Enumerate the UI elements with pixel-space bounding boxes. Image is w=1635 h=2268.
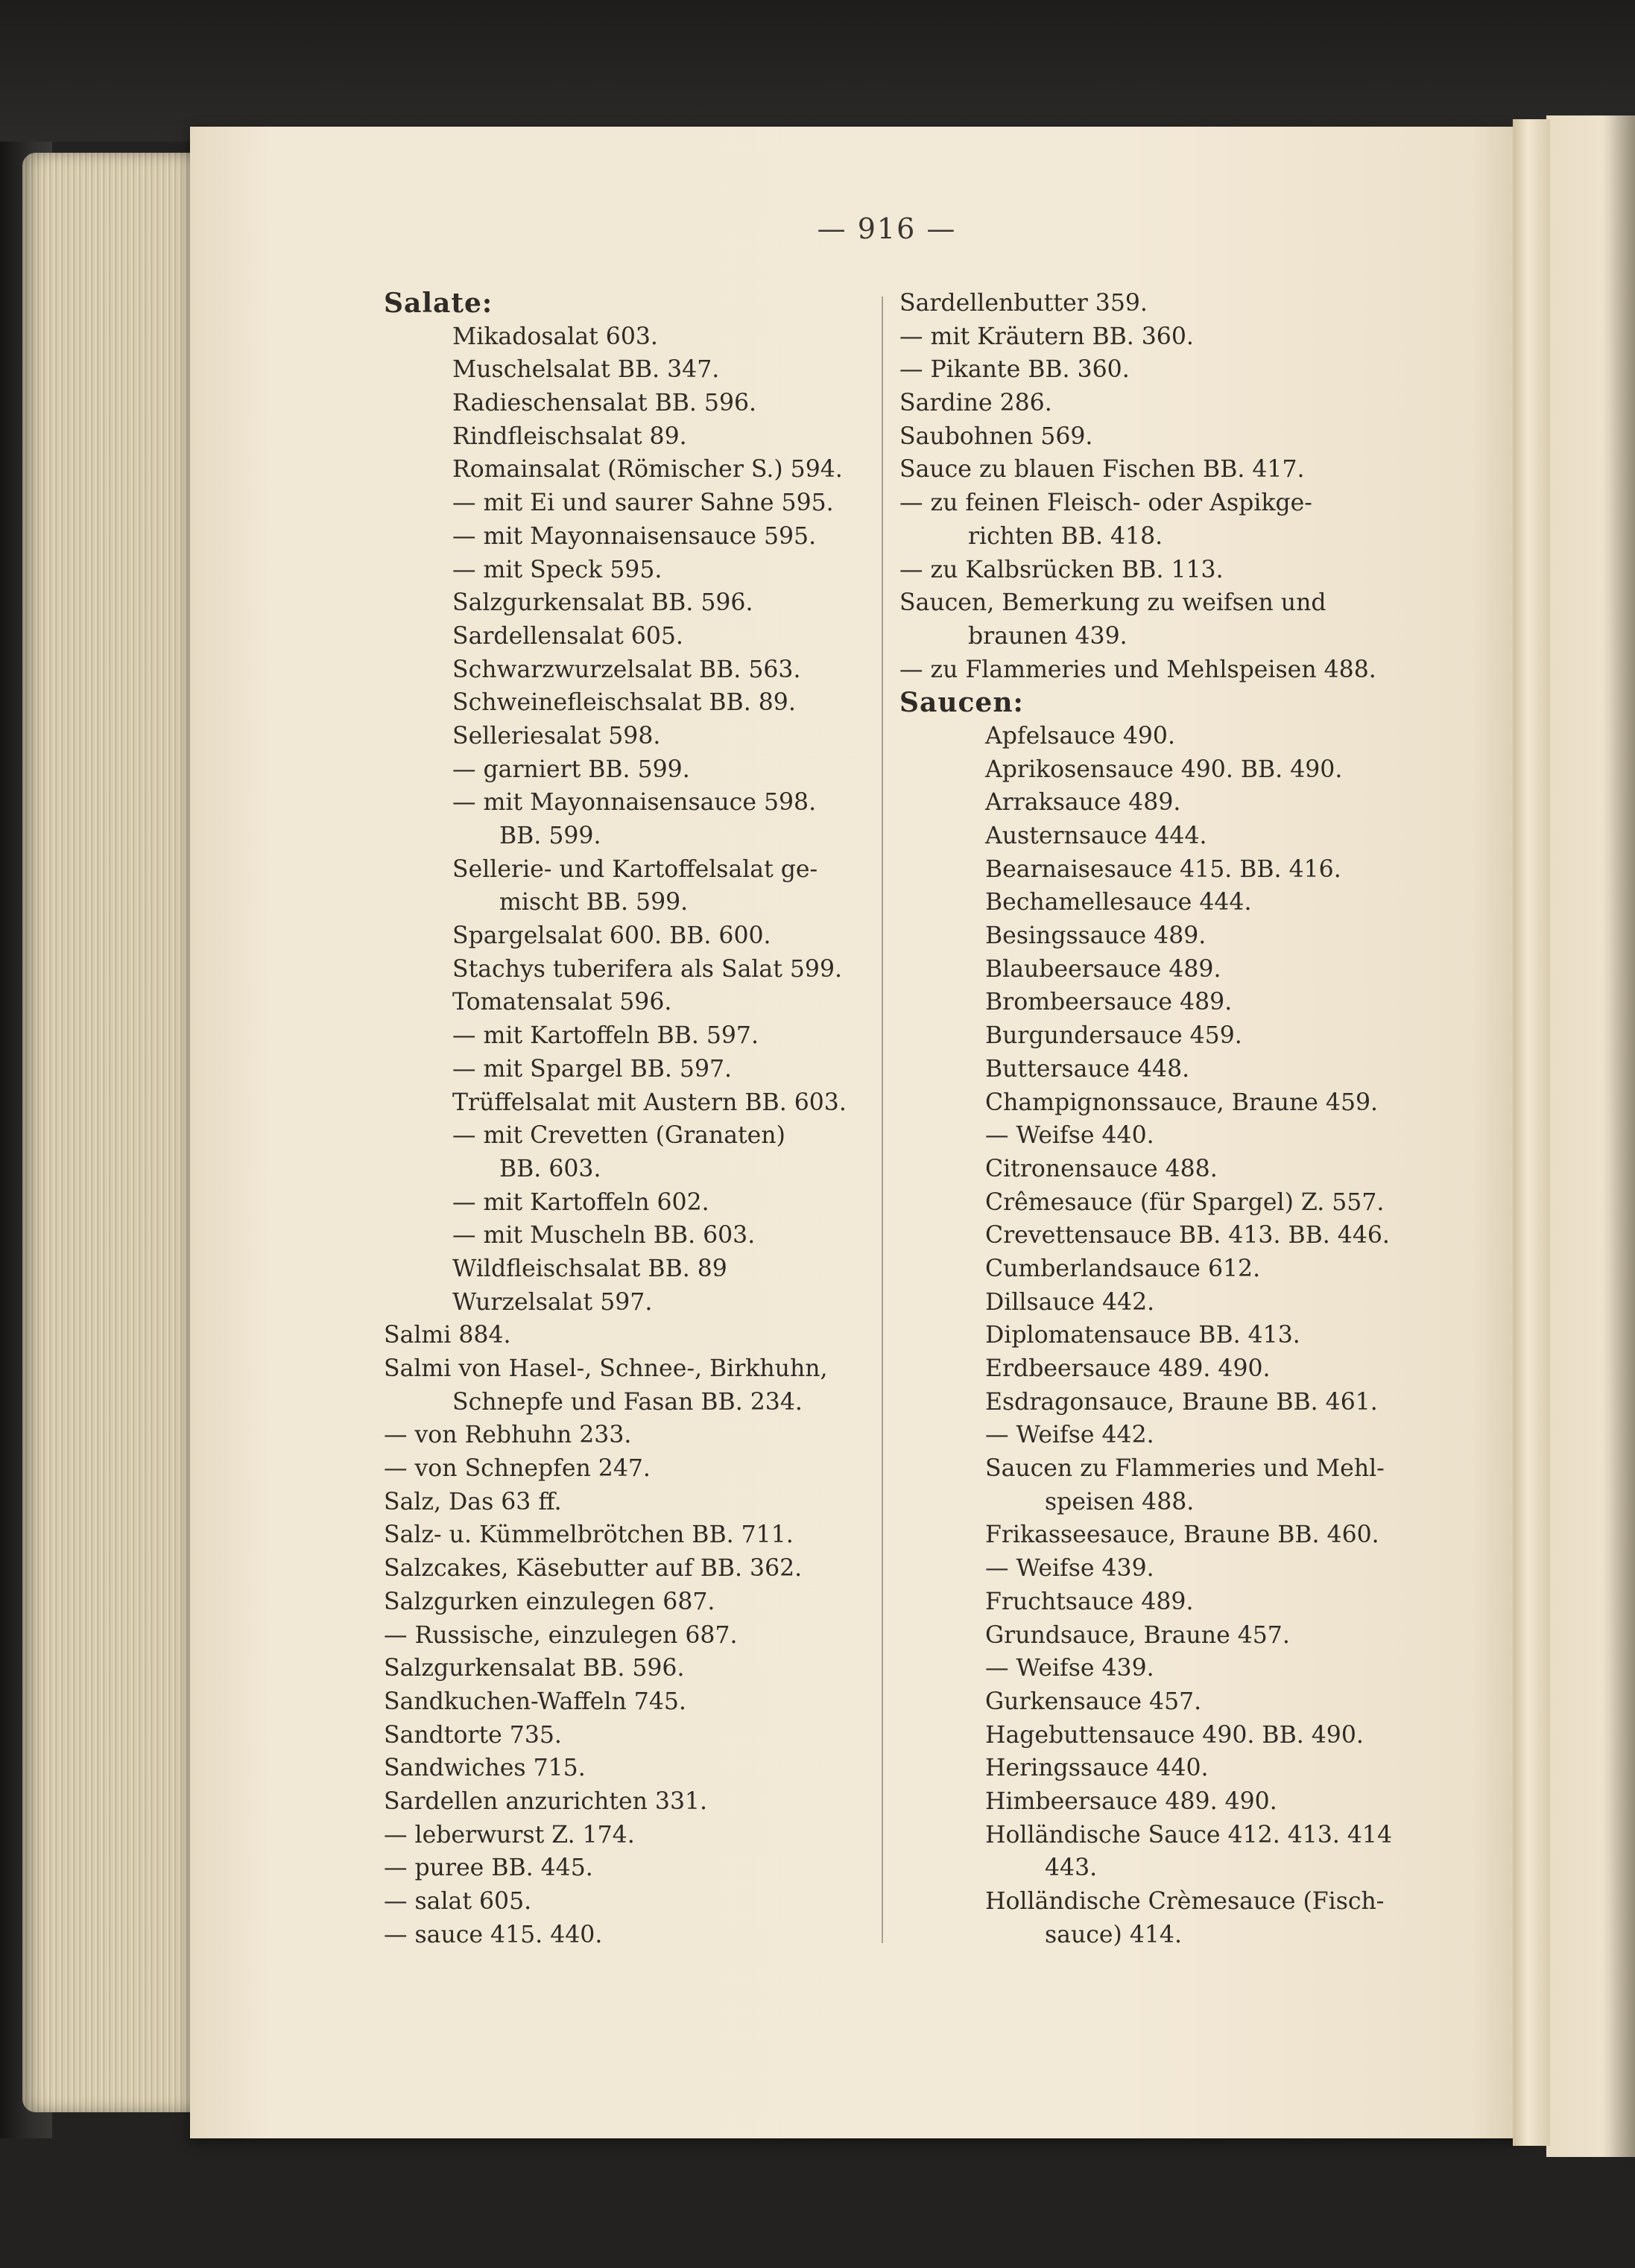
index-entry: Salzgurkensalat BB. 596.: [384, 1655, 685, 1682]
index-entry: Sardine 286.: [899, 390, 1052, 417]
index-entry: Arraksauce 489.: [985, 789, 1181, 817]
index-section-heading: Salate:: [384, 288, 493, 319]
index-entry: Holländische Crèmesauce (Fisch-: [985, 1888, 1385, 1915]
index-section-heading: Saucen:: [899, 687, 1024, 719]
index-entry: — mit Kartoffeln 602.: [452, 1188, 709, 1216]
backdrop: [0, 0, 1635, 142]
index-entry: Himbeersauce 489. 490.: [985, 1787, 1277, 1815]
index-entry: BB. 603.: [499, 1155, 601, 1182]
index-entry: Muschelsalat BB. 347.: [452, 356, 720, 384]
index-entry: Sardellenbutter 359.: [899, 290, 1148, 317]
index-entry: — mit Crevetten (Granaten): [452, 1122, 785, 1150]
index-entry: — von Rebhuhn 233.: [384, 1422, 632, 1449]
index-entry: Saubohnen 569.: [899, 422, 1093, 450]
index-entry: — leberwurst Z. 174.: [384, 1821, 635, 1849]
index-entry: — zu feinen Fleisch- oder Aspikge-: [899, 490, 1312, 517]
index-entry: Sandtorte 735.: [384, 1721, 562, 1749]
index-entry: Saucen zu Flammeries und Mehl-: [985, 1455, 1385, 1483]
index-entry: Saucen, Bemerkung zu weifsen und: [899, 589, 1326, 617]
page-stack-edge: [22, 153, 212, 2112]
index-entry: — mit Kräutern BB. 360.: [899, 323, 1194, 350]
index-entry: — zu Flammeries und Mehlspeisen 488.: [899, 656, 1376, 683]
index-entry: Hagebuttensauce 490. BB. 490.: [985, 1721, 1364, 1749]
index-entry: Besingssauce 489.: [985, 922, 1207, 950]
index-entry: Fruchtsauce 489.: [985, 1588, 1194, 1615]
index-entry: Sauce zu blauen Fischen BB. 417.: [899, 456, 1305, 484]
index-entry: — mit Spargel BB. 597.: [452, 1055, 733, 1083]
index-entry: Tomatensalat 596.: [452, 989, 672, 1016]
index-entry: Radieschensalat BB. 596.: [452, 390, 757, 417]
index-entry: mischt BB. 599.: [499, 889, 689, 916]
index-entry: Buttersauce 448.: [985, 1055, 1190, 1083]
index-entry: — puree BB. 445.: [384, 1854, 593, 1882]
index-entry: Rindfleischsalat 89.: [452, 422, 687, 450]
index-entry: sauce) 414.: [1045, 1921, 1182, 1948]
index-entry: Gurkensauce 457.: [985, 1688, 1202, 1715]
book-gutter: [1513, 119, 1550, 2146]
page-number: — 916 —: [817, 212, 957, 245]
index-entry: Trüffelsalat mit Austern BB. 603.: [452, 1089, 847, 1116]
index-entry: Frikasseesauce, Braune BB. 460.: [985, 1521, 1379, 1549]
index-entry: — sauce 415. 440.: [384, 1921, 603, 1948]
index-entry: — Russische, einzulegen 687.: [384, 1621, 738, 1649]
index-entry: Diplomatensauce BB. 413.: [985, 1322, 1300, 1349]
index-entry: Citronensauce 488.: [985, 1155, 1218, 1182]
index-entry: Cumberlandsauce 612.: [985, 1255, 1261, 1282]
index-entry: Schwarzwurzelsalat BB. 563.: [452, 656, 801, 683]
index-entry: Wildfleischsalat BB. 89: [452, 1255, 727, 1282]
index-entry: Sardellensalat 605.: [452, 622, 683, 650]
index-entry: Blaubeersauce 489.: [985, 955, 1221, 983]
index-entry: — mit Kartoffeln BB. 597.: [452, 1022, 759, 1050]
index-entry: Bearnaisesauce 415. BB. 416.: [985, 855, 1341, 883]
index-entry: — mit Ei und saurer Sahne 595.: [452, 490, 834, 517]
index-column-right: [899, 287, 1395, 1951]
index-entry: Salzgurkensalat BB. 596.: [452, 589, 753, 617]
index-entry: Romainsalat (Römischer S.) 594.: [452, 456, 843, 484]
index-entry: Bechamellesauce 444.: [985, 889, 1252, 916]
index-entry: Salmi von Hasel-, Schnee-, Birkhuhn,: [384, 1355, 828, 1382]
index-entry: Heringssauce 440.: [985, 1755, 1209, 1782]
facing-page-shadow: [1602, 112, 1635, 2168]
index-entry: Sandwiches 715.: [384, 1755, 586, 1782]
index-entry: — Weifse 440.: [985, 1122, 1154, 1150]
index-entry: 443.: [1045, 1854, 1098, 1882]
index-column-left: [384, 287, 876, 1951]
index-entry: Aprikosensauce 490. BB. 490.: [985, 756, 1343, 783]
index-entry: Crêmesauce (für Spargel) Z. 557.: [985, 1188, 1385, 1216]
index-entry: Salzcakes, Käsebutter auf BB. 362.: [384, 1555, 803, 1583]
index-entry: Salz- u. Kümmelbrötchen BB. 711.: [384, 1521, 794, 1549]
index-entry: Erdbeersauce 489. 490.: [985, 1355, 1271, 1382]
index-entry: — mit Mayonnaisensauce 598.: [452, 789, 817, 817]
index-entry: — garniert BB. 599.: [452, 756, 690, 783]
index-entry: Schweinefleischsalat BB. 89.: [452, 689, 796, 717]
index-entry: Grundsauce, Braune 457.: [985, 1621, 1290, 1649]
index-entry: Brombeersauce 489.: [985, 989, 1233, 1016]
index-entry: Burgundersauce 459.: [985, 1022, 1242, 1050]
index-entry: richten BB. 418.: [968, 522, 1163, 550]
index-entry: Champignonssauce, Braune 459.: [985, 1089, 1379, 1116]
index-entry: — Weifse 442.: [985, 1422, 1154, 1449]
index-entry: — Weifse 439.: [985, 1555, 1154, 1583]
index-entry: speisen 488.: [1045, 1488, 1195, 1515]
index-entry: Selleriesalat 598.: [452, 722, 661, 750]
index-entry: Mikadosalat 603.: [452, 323, 658, 350]
index-entry: Sandkuchen-Waffeln 745.: [384, 1688, 686, 1715]
index-entry: Sellerie- und Kartoffelsalat ge-: [452, 855, 818, 883]
column-divider: [882, 297, 883, 1943]
index-entry: Spargelsalat 600. BB. 600.: [452, 922, 771, 950]
index-entry: Crevettensauce BB. 413. BB. 446.: [985, 1222, 1390, 1249]
index-entry: Salmi 884.: [384, 1322, 511, 1349]
index-entry: Austernsauce 444.: [985, 823, 1207, 849]
index-entry: Salz, Das 63 ff.: [384, 1488, 562, 1515]
index-entry: braunen 439.: [968, 622, 1128, 650]
index-entry: — von Schnepfen 247.: [384, 1455, 651, 1483]
index-entry: — mit Mayonnaisensauce 595.: [452, 522, 817, 550]
index-entry: — salat 605.: [384, 1888, 532, 1915]
index-entry: Dillsauce 442.: [985, 1288, 1155, 1316]
index-entry: — mit Speck 595.: [452, 556, 662, 583]
index-entry: — Weifse 439.: [985, 1655, 1154, 1682]
index-entry: — zu Kalbsrücken BB. 113.: [899, 556, 1224, 583]
index-entry: BB. 599.: [499, 823, 601, 849]
index-entry: Esdragonsauce, Braune BB. 461.: [985, 1388, 1378, 1416]
index-entry: Apfelsauce 490.: [985, 722, 1175, 750]
index-entry: Wurzelsalat 597.: [452, 1288, 653, 1316]
index-entry: Salzgurken einzulegen 687.: [384, 1588, 715, 1615]
index-entry: Holländische Sauce 412. 413. 414: [985, 1821, 1393, 1849]
index-entry: Sardellen anzurichten 331.: [384, 1787, 708, 1815]
index-entry: — Pikante BB. 360.: [899, 356, 1130, 384]
index-entry: Stachys tuberifera als Salat 599.: [452, 955, 843, 983]
index-entry: Schnepfe und Fasan BB. 234.: [452, 1388, 803, 1416]
index-entry: — mit Muscheln BB. 603.: [452, 1222, 756, 1249]
